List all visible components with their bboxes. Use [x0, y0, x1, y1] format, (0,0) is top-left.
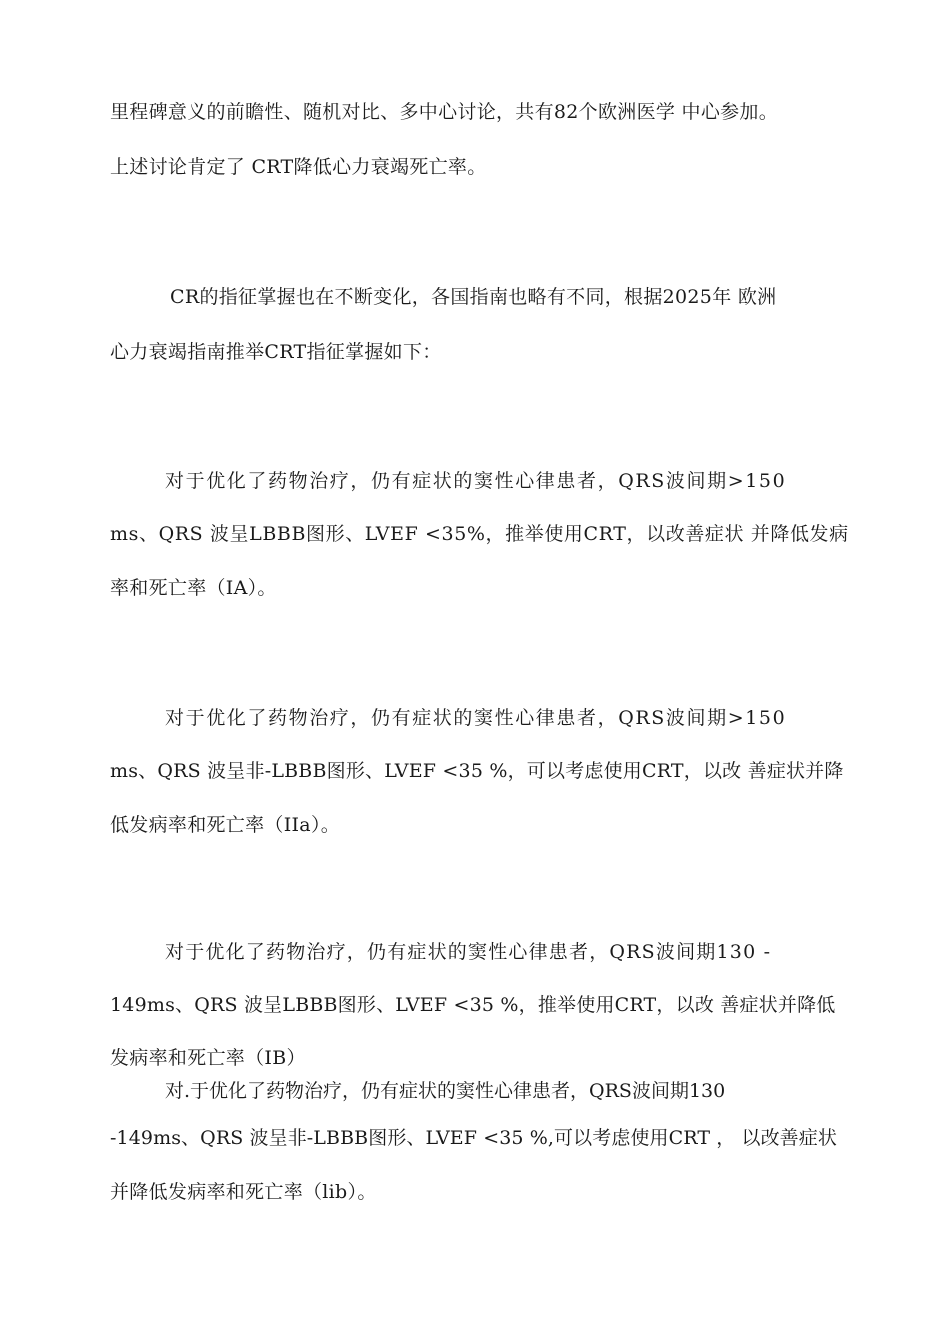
paragraph-line: 里程碑意义的前瞻性、随机对比、多中心讨论，共有82个欧洲医学 中心参加。	[110, 101, 779, 123]
paragraph-line: ms、QRS 波呈非-LBBB图形、LVEF <35 %，可以考虑使用CRT，以改 善症状并降	[110, 760, 844, 782]
paragraph-line: 对于优化了药物治疗，仍有症状的窦性心律患者，QRS波间期130 -	[165, 941, 772, 963]
paragraph-line: -149ms、QRS 波呈非-LBBB图形、LVEF <35 %,可以考虑使用CRT ， 以改善症状	[110, 1127, 837, 1149]
paragraph-line: 率和死亡率（IA）。	[110, 577, 277, 599]
paragraph-line: CR的指征掌握也在不断变化，各国指南也略有不同，根据2025年 欧洲	[170, 286, 777, 308]
paragraph-line: 上述讨论肯定了 CRT降低心力衰竭死亡率。	[110, 156, 487, 178]
paragraph-line: 对于优化了药物治疗，仍有症状的窦性心律患者，QRS波间期>150	[165, 470, 787, 492]
paragraph-line: 对于优化了药物治疗，仍有症状的窦性心律患者，QRS波间期>150	[165, 707, 787, 729]
paragraph-line: 心力衰竭指南推举CRT指征掌握如下：	[110, 341, 442, 363]
paragraph-line: 并降低发病率和死亡率（lib）。	[110, 1181, 377, 1203]
paragraph-line: 低发病率和死亡率（IIa）。	[110, 814, 341, 836]
paragraph-line: ms、QRS 波呈LBBB图形、LVEF <35%，推举使用CRT，以改善症状 并降低发病	[110, 523, 849, 545]
paragraph-line: 149ms、QRS 波呈LBBB图形、LVEF <35 %，推举使用CRT，以改 善症状并降低	[110, 994, 836, 1016]
paragraph-line: 发病率和死亡率（IB）	[110, 1047, 306, 1069]
paragraph-line: 对.于优化了药物治疗，仍有症状的窦性心律患者，QRS波间期130	[165, 1080, 726, 1102]
